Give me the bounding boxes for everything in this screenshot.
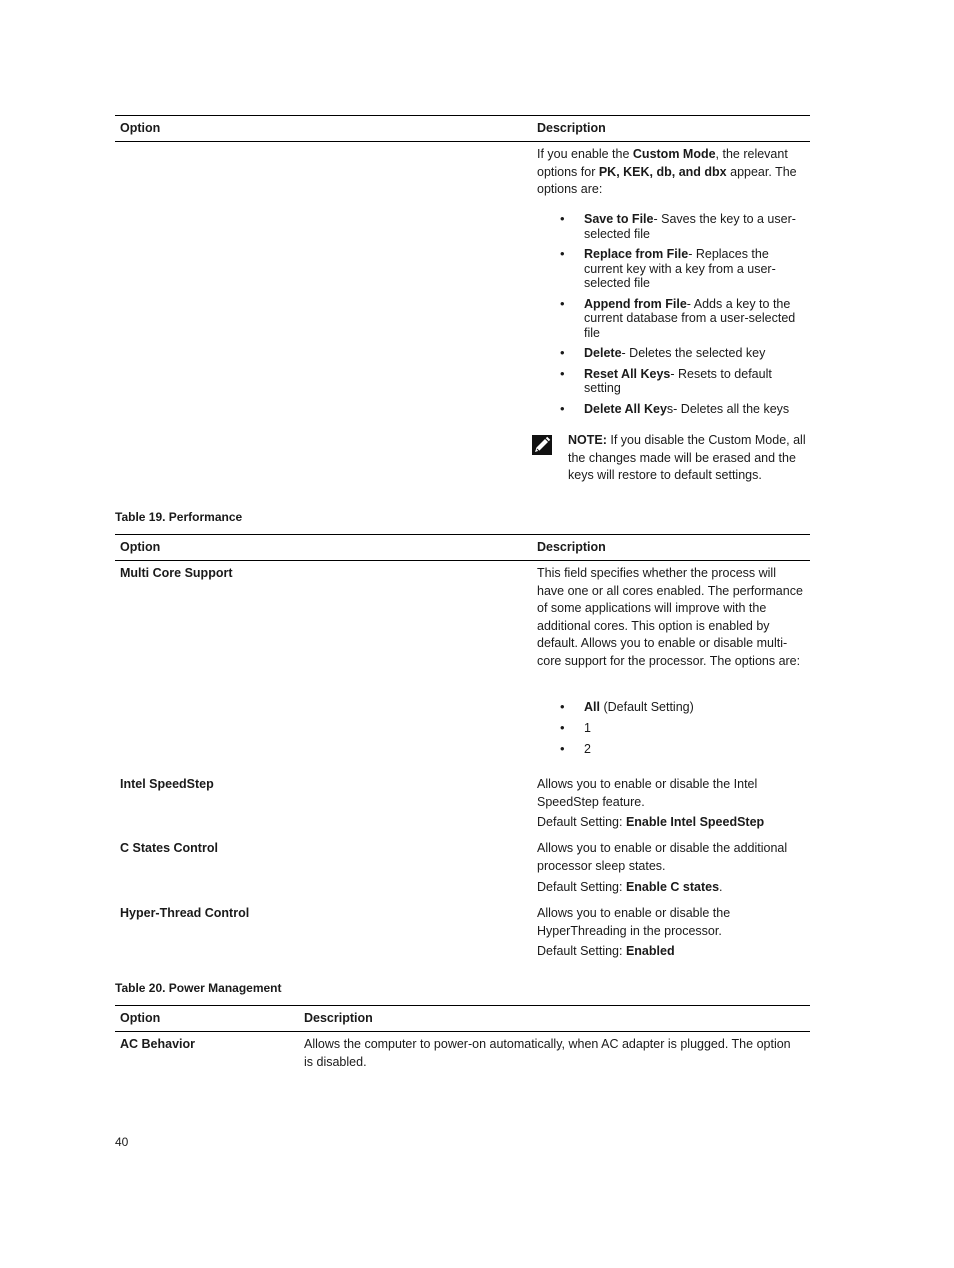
col-header-option: Option [120,1011,161,1025]
list-item: • Append from File- Adds a key to the current database from a user-selected file [584,297,806,341]
option-multi-core-support: Multi Core Support [120,566,233,580]
custom-mode-options-list [584,212,806,416]
table-caption: Table 20. Power Management [115,981,282,995]
ac-behavior-description: Allows the computer to power-on automatically, when AC adapter is plugged. The option is disabled. [304,1037,791,1069]
note-text: NOTE: If you disable the Custom Mode, all the changes made will be erased and the keys will restore to default settings. [568,433,806,482]
list-item: • Save to File- Saves the key to a user-selected file [584,212,806,241]
c-states-description: Allows you to enable or disable the additional processor sleep states. [537,841,788,873]
hyper-thread-description: Allows you to enable or disable the HyperThreading in the processor. [537,906,731,938]
list-item: • Reset All Keys- Resets to default setting [584,367,806,396]
speedstep-default: Default Setting: Enable Intel SpeedStep [537,815,765,829]
table-caption: Table 19. Performance [115,510,243,524]
speedstep-description: Allows you to enable or disable the Intel SpeedStep feature. [537,777,758,809]
col-header-description: Description [537,121,606,135]
col-header-description: Description [537,540,606,554]
hyper-thread-default: Default Setting: Enabled [537,944,675,958]
table-header [115,115,810,142]
option-ac-behavior: AC Behavior [120,1037,196,1051]
list-item: • Replace from File- Replaces the current key with a key from a user-selected file [584,247,806,291]
option-intel-speedstep: Intel SpeedStep [120,777,214,791]
table-header [115,534,810,561]
multi-core-description: This field specifies whether the process will have one or all cores enabled. The performance of some applications will improve with the additional cores. This option is enabled by default. Allows you to enable or disable multi-core support for the processor. The options are: [537,566,803,668]
list-item: • All (Default Setting) [584,700,784,715]
list-item: • Delete- Deletes the selected key [584,346,806,361]
option-c-states-control: C States Control [120,841,218,855]
option-hyper-thread-control: Hyper-Thread Control [120,906,250,920]
list-item: • Delete All Keys- Deletes all the keys [584,402,806,417]
list-item: • 1 [584,721,784,736]
page-number: 40 [115,1135,129,1149]
col-header-option: Option [120,121,161,135]
c-states-default: Default Setting: Enable C states. [537,880,723,894]
note-pencil-icon [531,434,553,456]
multi-core-options-list [584,700,784,757]
custom-mode-intro: If you enable the Custom Mode, the relevant options for PK, KEK, db, and dbx appear. The options are: [537,147,797,196]
col-header-option: Option [120,540,161,554]
table-header [115,1005,810,1032]
col-header-description: Description [304,1011,373,1025]
list-item: • 2 [584,742,784,757]
